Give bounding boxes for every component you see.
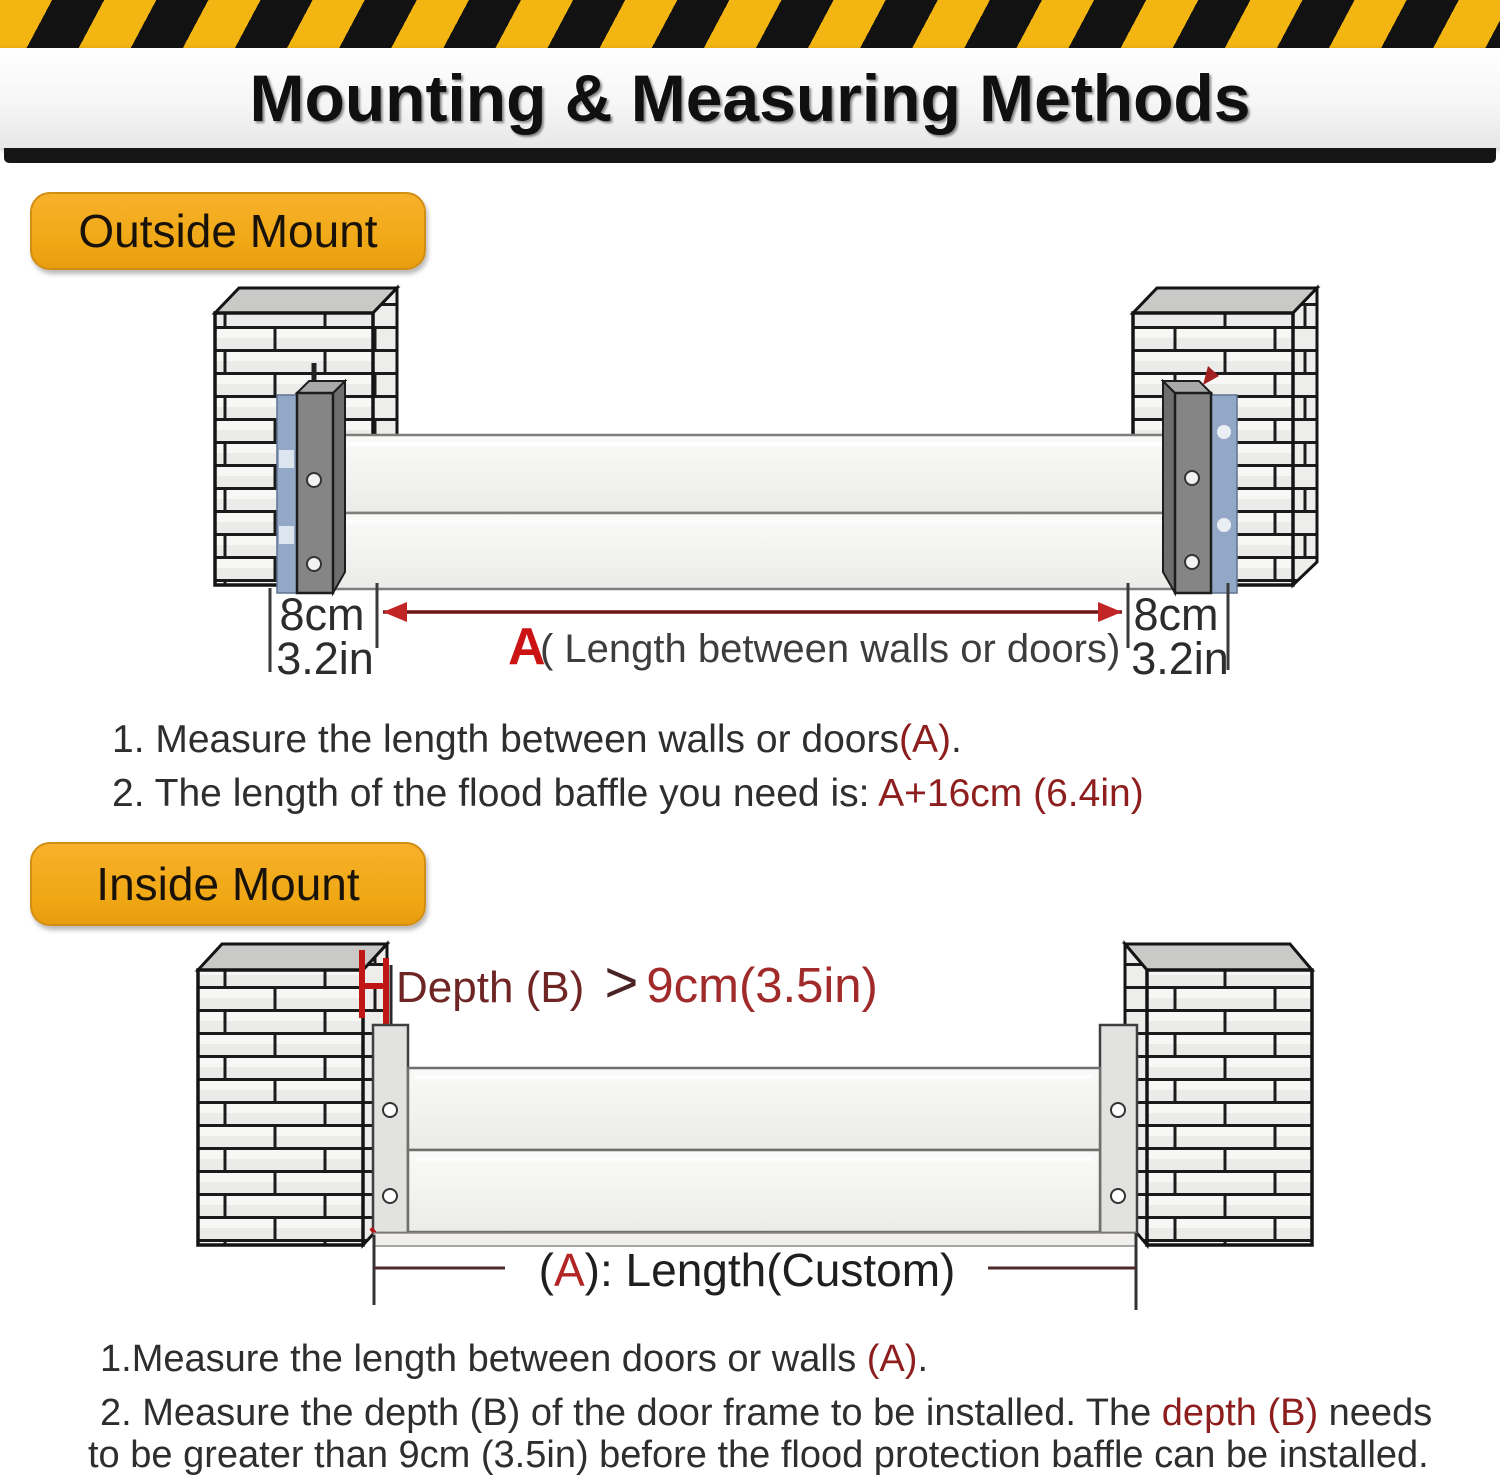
right-gap-in-label: 3.2in bbox=[1131, 633, 1229, 684]
banner-divider bbox=[4, 148, 1496, 163]
span-length-label: (A): Length(Custom) bbox=[538, 1244, 956, 1296]
outside-mount-badge bbox=[30, 192, 426, 270]
baffle-panel-bottom bbox=[408, 1150, 1100, 1232]
inside-mount-badge-label: Inside Mount bbox=[96, 858, 360, 910]
outside-mount-badge-label: Outside Mount bbox=[78, 205, 378, 257]
page-title: Mounting & Measuring Methods bbox=[249, 61, 1251, 135]
pillar-side-face bbox=[1293, 288, 1317, 585]
screw-hole bbox=[1185, 471, 1199, 485]
left-seal-strip bbox=[277, 395, 297, 593]
right-gap-cm-label: 8cm bbox=[1133, 589, 1219, 640]
span-letter-label: A bbox=[508, 618, 546, 676]
arrowhead-right-icon bbox=[1098, 602, 1122, 622]
flood-baffle bbox=[374, 1068, 1136, 1246]
left-channel-bracket bbox=[297, 363, 345, 593]
inside-step-1: 1.Measure the length between doors or walls (A). bbox=[100, 1338, 928, 1380]
pillar-top-face bbox=[1125, 944, 1312, 970]
title-plate bbox=[0, 48, 1500, 148]
span-caption-label: ( Length between walls or doors) bbox=[540, 627, 1121, 671]
left-seal-mark bbox=[279, 526, 294, 544]
screw-hole bbox=[1111, 1103, 1125, 1117]
inside-step-2-line-1: 2. Measure the depth (B) of the door frame to be installed. The depth (B) needs bbox=[100, 1392, 1433, 1434]
seal-dot bbox=[1217, 518, 1231, 532]
screw-hole bbox=[1111, 1189, 1125, 1203]
arrowhead-left-icon bbox=[383, 602, 407, 622]
caution-stripes bbox=[0, 0, 1500, 54]
pillar-top-face bbox=[215, 288, 397, 313]
screw-hole bbox=[383, 1103, 397, 1117]
left-gap-cm-label: 8cm bbox=[279, 589, 365, 640]
inside-right-pillar bbox=[1125, 944, 1312, 1245]
flood-baffle bbox=[333, 435, 1179, 589]
screw-hole bbox=[307, 557, 321, 571]
left-gap-in-label: 3.2in bbox=[276, 633, 374, 684]
outside-step-1: 1. Measure the length between walls or doors(A). bbox=[112, 718, 962, 761]
baffle-panel-top bbox=[333, 435, 1179, 513]
pillar-top-face bbox=[1133, 288, 1317, 313]
inside-mount-badge bbox=[30, 842, 426, 926]
outside-step-2: 2. The length of the flood baffle you need is: A+16cm (6.4in) bbox=[112, 772, 1144, 815]
screw-hole bbox=[383, 1189, 397, 1203]
pillar-front-face bbox=[1147, 970, 1312, 1245]
right-channel-bracket bbox=[1163, 381, 1211, 593]
right-seal-strip bbox=[1211, 395, 1237, 593]
seal-dot bbox=[1217, 425, 1231, 439]
baffle-panel-bottom bbox=[333, 513, 1179, 589]
pillar-top-face bbox=[198, 944, 387, 970]
outside-mount-diagram bbox=[0, 280, 1500, 710]
inside-step-2-line-2: to be greater than 9cm (3.5in) before the flood protection baffle can be installed. bbox=[88, 1434, 1429, 1475]
inside-left-pillar bbox=[198, 944, 387, 1245]
screw-hole bbox=[307, 473, 321, 487]
depth-requirement-label: Depth (B) > 9cm(3.5in) bbox=[396, 950, 878, 1015]
pillar-front-face bbox=[198, 970, 363, 1245]
screw-hole bbox=[1185, 555, 1199, 569]
left-channel-bracket bbox=[371, 1025, 408, 1236]
inside-mount-diagram bbox=[0, 940, 1500, 1335]
left-seal-mark bbox=[279, 450, 294, 468]
right-channel-bracket bbox=[1100, 1025, 1137, 1233]
baffle-panel-top bbox=[408, 1068, 1100, 1150]
